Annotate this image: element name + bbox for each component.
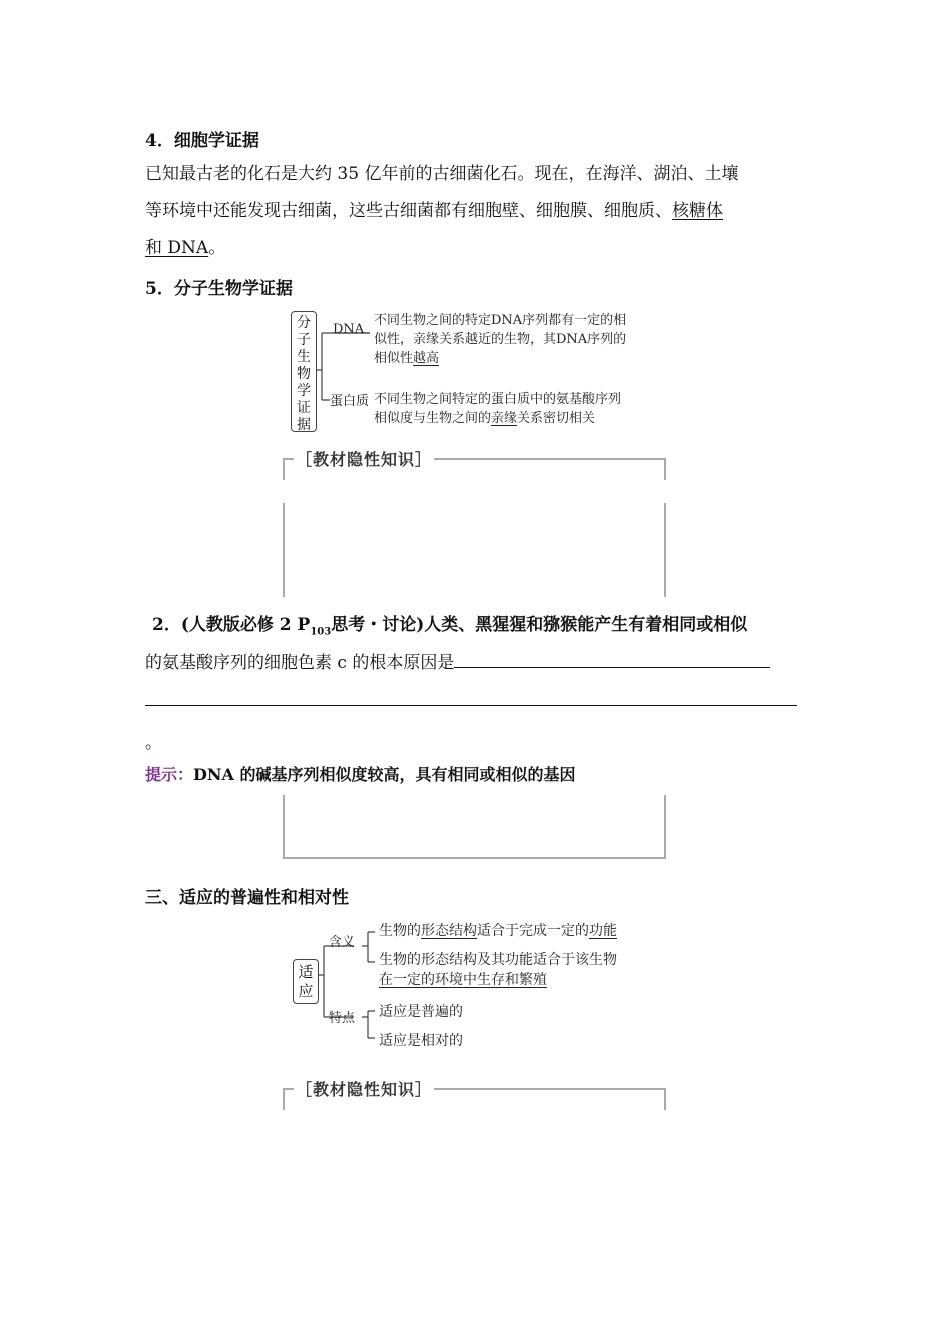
meaning-item-2: 生物的形态结构及其功能适合于该生物 在一定的环境中生存和繁殖: [379, 952, 617, 988]
underline-kinship: 亲缘: [491, 411, 518, 426]
underline-dna: 和 DNA: [145, 238, 209, 258]
meaning-item-1: 生物的形态结构适合于完成一定的功能: [379, 923, 617, 939]
protein-label: 蛋白质: [330, 394, 370, 409]
question-end-mark: 。: [145, 733, 162, 753]
dna-description: 不同生物之间的特定DNA序列都有一定的相 似性，亲缘关系越近的生物，其DNA序列的 相似性越高: [374, 313, 627, 366]
feature-label: 特点: [329, 1011, 356, 1026]
feature-item-1: 适应是普遍的: [379, 1004, 463, 1020]
protein-description: 不同生物之间特定的蛋白质中的氨基酸序列 相似度与生物之间的亲缘关系密切相关: [374, 392, 622, 426]
section4-line1: 已知最古老的化石是大约 35 亿年前的古细菌化石。现在，在海洋、湖泊、土壤: [145, 164, 739, 184]
question-line2: 的氨基酸序列的细胞色素 c 的根本原因是: [145, 650, 770, 676]
hint-text: DNA 的碱基序列相似度较高，具有相同或相似的基因: [193, 765, 576, 784]
underline-ribosome: 核糖体: [672, 201, 723, 221]
question-line1: 2．(人教版必修 2 $P_{103}$思考・讨论)人类、黑猩猩和猕猴能产生有着相同或相似: [152, 615, 748, 638]
hidden-knowledge-title-1: ［教材隐性知识］: [294, 447, 434, 470]
section3-heading: 三、适应的普遍性和相对性: [145, 888, 349, 908]
answer-blank-1[interactable]: [454, 667, 770, 668]
meaning-label: 含义: [329, 935, 356, 950]
hint-label: 提示：: [145, 765, 194, 784]
section4-line2: 等环境中还能发现古细菌，这些古细菌都有细胞壁、细胞膜、细胞质、核糖体: [145, 201, 723, 221]
section5-heading: 5．分子生物学证据: [145, 279, 293, 299]
hidden-knowledge-title-2: ［教材隐性知识］: [294, 1077, 434, 1100]
underline-function: 功能: [589, 923, 617, 939]
adaptation-box: 适 应: [293, 959, 319, 1004]
answer-blank-2[interactable]: [145, 705, 797, 706]
underline-survive-reproduce: 在一定的环境中生存和繁殖: [379, 972, 547, 988]
underline-morphology: 形态结构: [421, 923, 477, 939]
section4-line3: 和 DNA。: [145, 238, 226, 258]
underline-higher: 越高: [413, 351, 440, 366]
molecular-evidence-box: 分 子 生 物 学 证 据: [291, 311, 317, 432]
feature-item-2: 适应是相对的: [379, 1033, 463, 1049]
dna-label: DNA: [333, 322, 365, 337]
hint: [145, 762, 576, 785]
section4-heading: 4．细胞学证据: [145, 131, 259, 151]
